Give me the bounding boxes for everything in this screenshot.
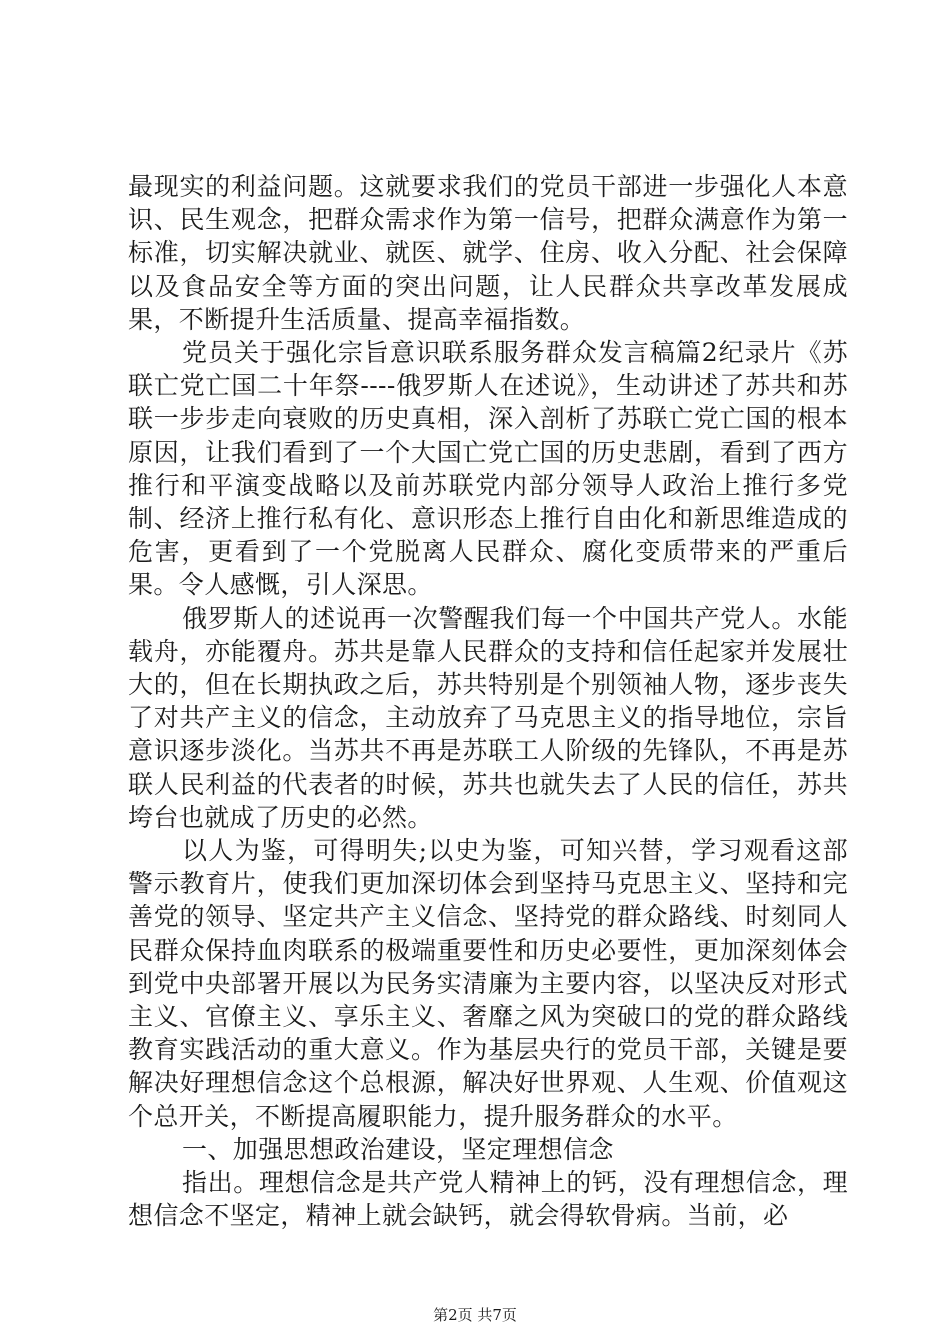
paragraph-3: 俄罗斯人的述说再一次警醒我们每一个中国共产党人。水能载舟，亦能覆舟。苏共是靠人民群众的支持和信任起家并发展壮大的，但在长期执政之后，苏共特别是个别领袖人物，逐步丧失了对共产主义的信念，主动放弃了马克思主义的指导地位，宗旨意识逐步淡化。当苏共不再是苏联工人阶级的先锋队，不再是苏联人民利益的代表者的时候，苏共也就失去了人民的信任，苏共垮台也就成了历史的必然。 — [128, 603, 848, 832]
paragraph-5: 指出。理想信念是共产党人精神上的钙，没有理想信念，理想信念不坚定，精神上就会缺钙，就会得软骨病。当前，必 — [128, 1168, 848, 1231]
section-heading: 一、加强思想政治建设，坚定理想信念 — [182, 1134, 614, 1164]
paragraph-1: 最现实的利益问题。这就要求我们的党员干部进一步强化人本意识、民生观念，把群众需求作为第一信号，把群众满意作为第一标准，切实解决就业、就医、就学、住房、收入分配、社会保障以及食品安全等方面的突出问题，让人民群众共享改革发展成果，不断提升生活质量、提高幸福指数。 — [128, 172, 848, 334]
paragraph-2: 党员关于强化宗旨意识联系服务群众发言稿篇2纪录片《苏联亡党亡国二十年祭----俄罗斯人在述说》，生动讲述了苏共和苏联一步步走向衰败的历史真相，深入剖析了苏联亡党亡国的根本原因，让我们看到了一个大国亡党亡国的历史悲剧，看到了西方推行和平演变战略以及前苏联党内部分领导人政治上推行多党制、经济上推行私有化、意识形态上推行自由化和新思维造成的危害，更看到了一个党脱离人民群众、腐化变质带来的严重后果。令人感慨，引人深思。 — [128, 338, 848, 600]
page-footer: 第2页 共7页 — [433, 1306, 517, 1324]
document-body — [128, 170, 848, 1233]
paragraph-4: 以人为鉴，可得明失;以史为鉴，可知兴替，学习观看这部警示教育片，使我们更加深切体会到坚持马克思主义、坚持和完善党的领导、坚定共产主义信念、坚持党的群众路线、时刻同人民群众保持血肉联系的极端重要性和历史必要性，更加深刻体会到党中央部署开展以为民务实清廉为主要内容，以坚决反对形式主义、官僚主义、享乐主义、奢靡之风为突破口的党的群众路线教育实践活动的重大意义。作为基层央行的党员干部，关键是要解决好理想信念这个总根源，解决好世界观、人生观、价值观这个总开关，不断提高履职能力，提升服务群众的水平。 — [128, 836, 848, 1131]
